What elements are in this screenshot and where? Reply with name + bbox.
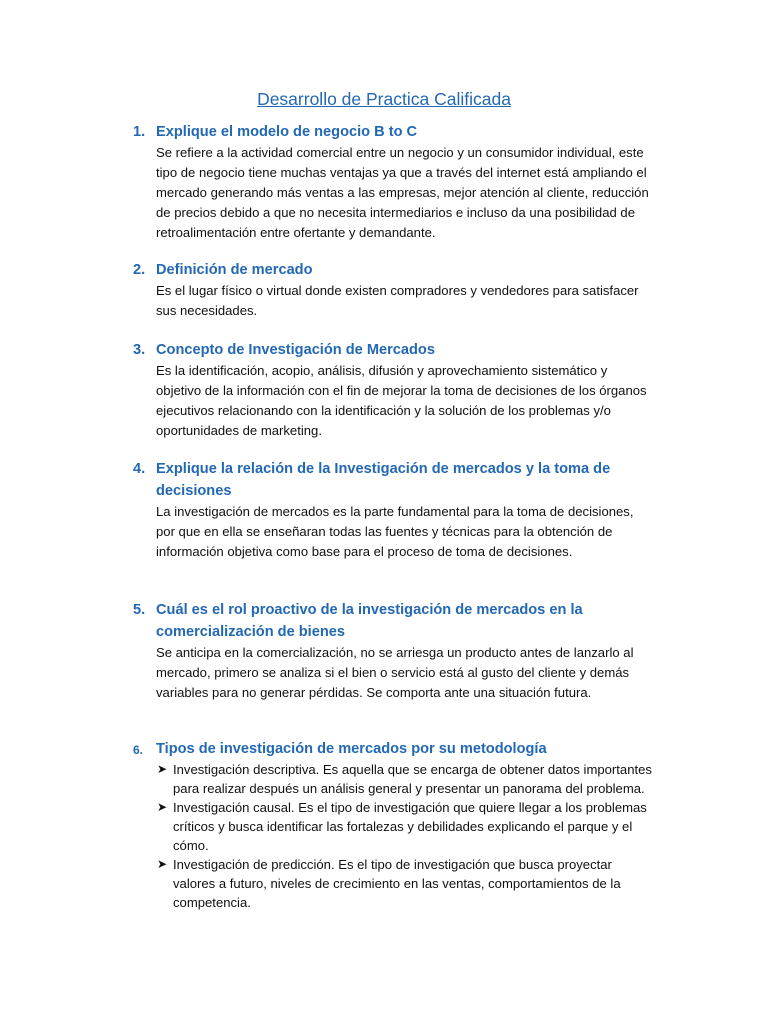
section-number: 3.: [133, 342, 146, 358]
section-number: 4.: [133, 461, 146, 477]
list-item: [133, 760, 653, 798]
list-item: [133, 855, 653, 912]
bullet-list: [133, 760, 653, 912]
section-number: 2.: [133, 262, 146, 278]
section-heading-text: Concepto de Investigación de Mercados: [156, 342, 435, 358]
section-heading: [133, 339, 653, 361]
section-body: Es el lugar físico o virtual donde existen compradores y vendedores para satisfacer sus necesidades.: [156, 283, 639, 318]
arrow-bullet-icon: ➤: [157, 762, 168, 776]
section-1: [133, 121, 653, 243]
section-2: [133, 259, 653, 321]
section-heading: [133, 458, 653, 502]
list-item-text: Investigación causal. Es el tipo de investigación que quiere llegar a los problemas críticos y busca identificar las fortalezas y debilidades explicando el parque y el cómo.: [173, 800, 647, 853]
list-item: [133, 798, 653, 855]
section-number: 6.: [133, 743, 144, 757]
arrow-bullet-icon: ➤: [157, 800, 168, 814]
document-title: Desarrollo de Practica Calificada: [257, 89, 511, 109]
section-heading-text: Explique la relación de la Investigación de mercados y la toma de decisiones: [156, 461, 611, 499]
section-4: [133, 458, 653, 562]
section-6: [133, 738, 653, 912]
list-item-text: Investigación de predicción. Es el tipo de investigación que busca proyectar valores a futuro, niveles de crecimiento en las ventas, comportamientos de la competencia.: [173, 857, 621, 910]
section-heading: [133, 121, 653, 143]
section-number: 1.: [133, 124, 146, 140]
section-heading: [133, 599, 653, 643]
section-heading-text: Definición de mercado: [156, 262, 313, 278]
section-heading-text: Cuál es el rol proactivo de la investigación de mercados en la comercialización de bienes: [156, 602, 583, 640]
arrow-bullet-icon: ➤: [157, 857, 168, 871]
section-heading: [133, 738, 653, 760]
section-body: Es la identificación, acopio, análisis, difusión y aprovechamiento sistemático y objetivo de la información con el fin de mejorar la toma de decisiones de los órganos ejecutivos relacionando con la identificación y la solución de los problemas y/o oportunidades de marketing.: [156, 363, 647, 438]
section-5: [133, 599, 653, 703]
list-item-text: Investigación descriptiva. Es aquella que se encarga de obtener datos importantes para realizar después un análisis general y presentar un panorama del problema.: [173, 762, 652, 796]
section-3: [133, 339, 653, 441]
section-heading-text: Tipos de investigación de mercados por su metodología: [156, 741, 547, 757]
section-body: La investigación de mercados es la parte fundamental para la toma de decisiones, por que en ella se enseñaran todas las fuentes y técnicas para la obtención de información objetiva como base para el proceso de toma de decisiones.: [156, 504, 634, 559]
section-heading-text: Explique el modelo de negocio B to C: [156, 124, 418, 140]
section-body: Se refiere a la actividad comercial entre un negocio y un consumidor individual, este tipo de negocio tiene muchas ventajas ya que a través del internet está ampliando el mercado generando más ventas a las empresas, mejor atención al cliente, reducción de precios debido a que no necesita intermediarios e incluso da una posibilidad de retroalimentación entre ofertante y demandante.: [156, 145, 649, 240]
section-number: 5.: [133, 602, 146, 618]
section-body: Se anticipa en la comercialización, no se arriesga un producto antes de lanzarlo al mercado, primero se analiza si el bien o servicio está al gusto del cliente y demás variables para no generar pérdidas. Se comporta ante una situación futura.: [156, 645, 634, 700]
section-heading: [133, 259, 653, 281]
